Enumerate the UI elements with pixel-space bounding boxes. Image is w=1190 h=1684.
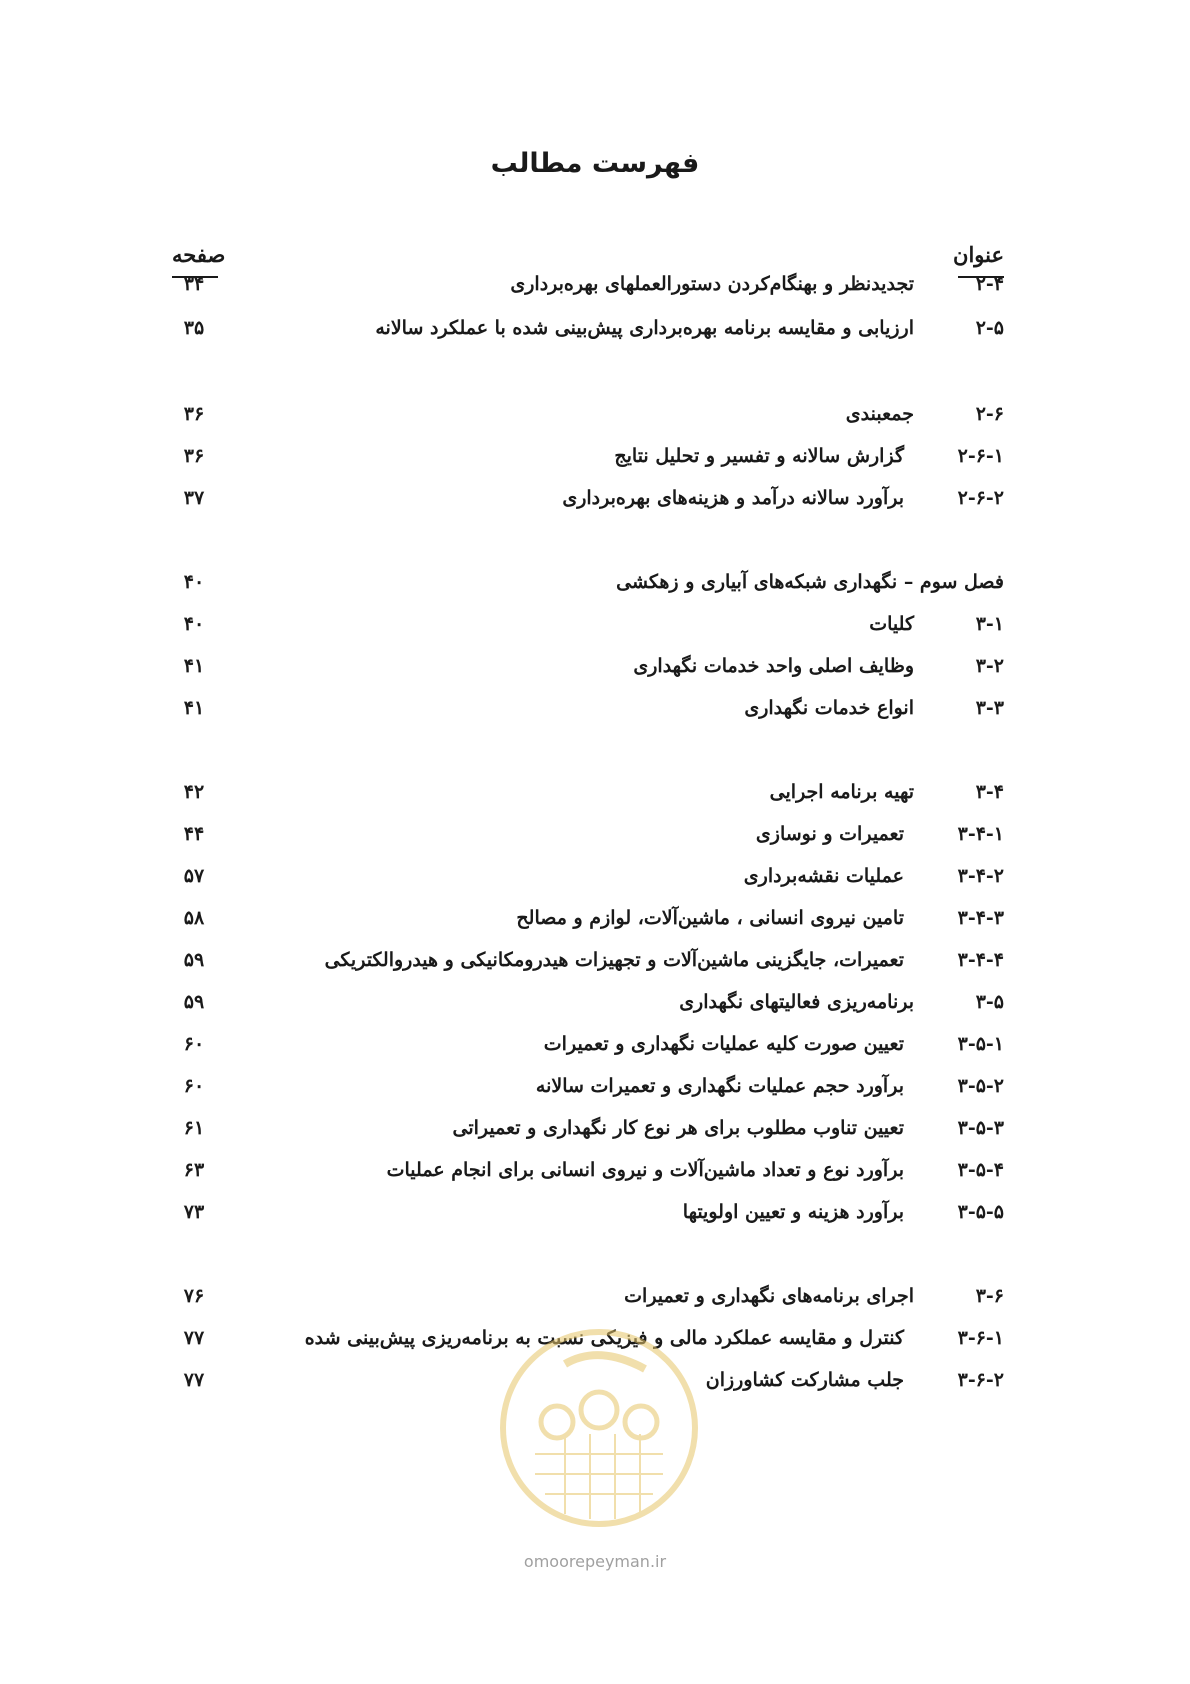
- toc-title: برنامه‌ریزی فعالیتهای نگهداری: [679, 991, 914, 1013]
- toc-page: ۶۳: [183, 1159, 205, 1181]
- toc-title: کلیات: [869, 613, 914, 635]
- toc-row[interactable]: [0, 781, 1190, 821]
- toc-page: ۷۷: [183, 1327, 205, 1349]
- toc-row[interactable]: [0, 697, 1190, 737]
- toc-page: ۵۹: [183, 991, 205, 1013]
- toc-row[interactable]: [0, 487, 1190, 527]
- header-subject: عنوان: [953, 242, 1004, 267]
- toc-title: فصل سوم – نگهداری شبکه‌های آبیاری و زهکشی: [616, 571, 1004, 593]
- toc-title: تعیین تناوب مطلوب برای هر نوع کار نگهداری و تعمیراتی: [452, 1117, 904, 1139]
- header-page: صفحه: [172, 242, 226, 267]
- toc-title: کنترل و مقایسه عملکرد مالی و فیزیکی نسبت به برنامه‌ریزی پیش‌بینی شده: [304, 1327, 904, 1349]
- toc-title: تعمیرات و نوسازی: [755, 823, 904, 845]
- toc-title: عملیات نقشه‌برداری: [743, 865, 904, 887]
- toc-page: ۴۴: [183, 823, 205, 845]
- toc-title: گزارش سالانه و تفسیر و تحلیل نتایج: [614, 445, 904, 467]
- watermark-url: omoorepeyman.ir: [523, 1552, 667, 1571]
- toc-number: ۳-۶-۱: [957, 1327, 1004, 1349]
- toc-page: ۷۷: [183, 1369, 205, 1391]
- watermark-logo-icon: [495, 1324, 703, 1532]
- page-title: فهرست مطالب: [490, 148, 700, 179]
- toc-title: تجدیدنظر و بهنگام‌کردن دستورالعملهای بهره‌برداری: [510, 273, 914, 295]
- toc-title: ارزیابی و مقایسه برنامه بهره‌برداری پیش‌بینی شده با عملکرد سالانه: [375, 317, 914, 339]
- toc-title: تعیین صورت کلیه عملیات نگهداری و تعمیرات: [543, 1033, 904, 1055]
- toc-page: ۳۵: [183, 317, 205, 339]
- toc-row[interactable]: [0, 445, 1190, 485]
- toc-row[interactable]: [0, 907, 1190, 947]
- toc-page: ۵۸: [183, 907, 205, 929]
- toc-title: برآورد هزینه و تعیین اولویتها: [682, 1201, 904, 1223]
- toc-number: ۲-۶-۲: [957, 487, 1004, 509]
- toc-page: ۳۴: [183, 273, 205, 295]
- toc-page: ۷۳: [183, 1201, 205, 1223]
- toc-row[interactable]: [0, 991, 1190, 1031]
- toc-row[interactable]: [0, 1159, 1190, 1199]
- toc-row[interactable]: [0, 949, 1190, 989]
- toc-row[interactable]: [0, 1075, 1190, 1115]
- toc-page: ۶۰: [183, 1033, 205, 1055]
- toc-page: ۵۷: [183, 865, 205, 887]
- toc-row[interactable]: [0, 1117, 1190, 1157]
- toc-number: ۳-۶-۲: [957, 1369, 1004, 1391]
- toc-row[interactable]: [0, 317, 1190, 357]
- toc-title: انواع خدمات نگهداری: [744, 697, 914, 719]
- toc-page: ۴۰: [183, 571, 205, 593]
- toc-number: ۳-۳: [975, 697, 1004, 719]
- toc-title: برآورد حجم عملیات نگهداری و تعمیرات سالانه: [535, 1075, 904, 1097]
- toc-row[interactable]: [0, 1285, 1190, 1325]
- toc-page: ۳۶: [183, 403, 205, 425]
- toc-page: ۶۱: [183, 1117, 205, 1139]
- toc-number: ۳-۵: [975, 991, 1004, 1013]
- toc-number: ۳-۵-۳: [957, 1117, 1004, 1139]
- toc-row[interactable]: [0, 273, 1190, 313]
- toc-number: ۲-۶: [975, 403, 1004, 425]
- toc-number: ۲-۵: [975, 317, 1004, 339]
- toc-title: برآورد نوع و تعداد ماشین‌آلات و نیروی انسانی برای انجام عملیات: [386, 1159, 904, 1181]
- toc-number: ۳-۴-۲: [957, 865, 1004, 887]
- toc-row[interactable]: [0, 1201, 1190, 1241]
- toc-page: ۴۰: [183, 613, 205, 635]
- toc-page: ۴۲: [183, 781, 205, 803]
- toc-number: ۳-۵-۱: [957, 1033, 1004, 1055]
- toc-page: ۴۱: [183, 697, 205, 719]
- toc-number: ۲-۶-۱: [957, 445, 1004, 467]
- toc-page: ۳۶: [183, 445, 205, 467]
- toc-title: وظایف اصلی واحد خدمات نگهداری: [633, 655, 914, 677]
- toc-page: ۶۰: [183, 1075, 205, 1097]
- toc-number: ۳-۱: [975, 613, 1004, 635]
- toc-number: ۳-۵-۵: [957, 1201, 1004, 1223]
- toc-row[interactable]: [0, 1033, 1190, 1073]
- toc-number: ۳-۴-۴: [957, 949, 1004, 971]
- toc-title: جلب مشارکت کشاورزان: [705, 1369, 904, 1391]
- toc-title: تامین نیروی انسانی ، ماشین‌آلات، لوازم و مصالح: [516, 907, 904, 929]
- toc-page: ۴۱: [183, 655, 205, 677]
- toc-row[interactable]: [0, 571, 1190, 611]
- toc-page: ۵۹: [183, 949, 205, 971]
- toc-number: ۳-۵-۲: [957, 1075, 1004, 1097]
- toc-number: ۳-۴-۳: [957, 907, 1004, 929]
- toc-number: ۳-۲: [975, 655, 1004, 677]
- toc-number: ۲-۴: [975, 273, 1004, 295]
- toc-number: ۳-۵-۴: [957, 1159, 1004, 1181]
- toc-title: اجرای برنامه‌های نگهداری و تعمیرات: [624, 1285, 914, 1307]
- toc-row[interactable]: [0, 655, 1190, 695]
- toc-row[interactable]: [0, 865, 1190, 905]
- toc-page: ۷۶: [183, 1285, 205, 1307]
- toc-number: ۳-۶: [975, 1285, 1004, 1307]
- toc-number: ۳-۴-۱: [957, 823, 1004, 845]
- toc-title: تعمیرات، جایگزینی ماشین‌آلات و تجهیزات هیدرومکانیکی و هیدروالکتریکی: [324, 949, 904, 971]
- toc-title: جمعبندی: [845, 403, 914, 425]
- toc-row[interactable]: [0, 403, 1190, 443]
- toc-number: ۳-۴: [975, 781, 1004, 803]
- toc-page: ۳۷: [183, 487, 205, 509]
- toc-row[interactable]: [0, 613, 1190, 653]
- toc-title: تهیه برنامه اجرایی: [769, 781, 914, 803]
- toc-row[interactable]: [0, 823, 1190, 863]
- toc-title: برآورد سالانه درآمد و هزینه‌های بهره‌برداری: [562, 487, 904, 509]
